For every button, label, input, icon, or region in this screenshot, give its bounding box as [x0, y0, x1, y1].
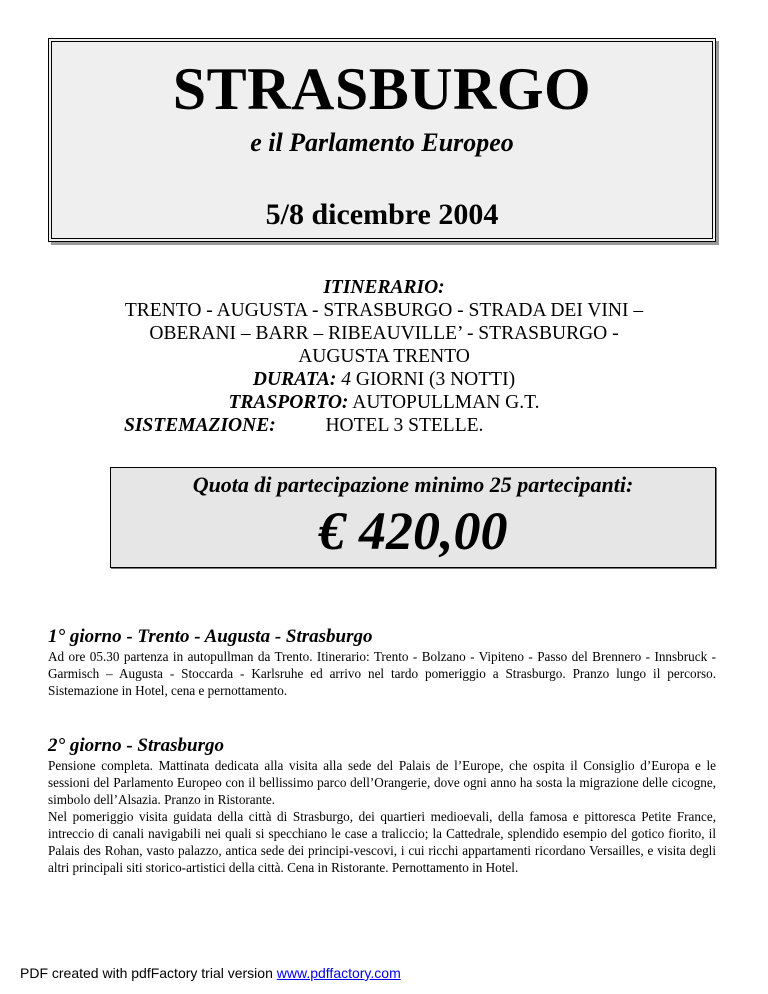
day-2-text-2: Nel pomeriggio visita guidata della città di Strasburgo, dei quartieri medioevali, della famosa e pittoresca Petite France, intreccio di canali navigabili nei quali si specchiano le case a traliccio; la Cattedrale, splendido esempio del gotico fiorito, il Palais des Rohan, vasto palazzo, antica sede dei principi-vescovi, i cui ricchi appartamenti ricordano Versailles, e visita degli altri principali siti storico-artistici della città. Cena in Ristorante. Pernottamento in Hotel. — [48, 809, 716, 875]
transport-line — [20, 391, 748, 414]
accommodation-label: SISTEMAZIONE: — [124, 415, 276, 436]
duration-label: DURATA: — [252, 369, 337, 390]
route-line-1: TRENTO - AUGUSTA - STRASBURGO - STRADA DEI VINI – — [124, 300, 644, 321]
footer-link[interactable]: www.pdffactory.com — [276, 965, 401, 981]
price-box — [110, 467, 716, 568]
day-2-text-1: Pensione completa. Mattinata dedicata alla visita alla sede del Palais de l’Europe, che ospita il Consiglio d’Europa e le sessioni del Parlamento Europeo con il bellissimo parco dell’Orangerie, dove ogni anno ha sosta la migrazione delle cicogne, simbolo dell’Alsazia. Pranzo in Ristorante. — [48, 758, 716, 807]
accommodation-value: HOTEL 3 STELLE. — [325, 415, 484, 436]
day-1-section — [48, 626, 716, 699]
itinerary-section — [20, 276, 748, 437]
duration-number: 4 — [341, 369, 351, 390]
pdf-footer — [20, 965, 401, 981]
day-1-text: Ad ore 05.30 partenza in autopullman da Trento. Itinerario: Trento - Bolzano - Vipiteno - Passo del Brennero - Innsbruck - Garmisch – Augusta - Stoccarda - Karlsruhe ed arrivo nel tardo pomeriggio a Strasburgo. Pranzo lungo il percorso. Sistemazione in Hotel, cena e pernottamento. — [48, 649, 716, 698]
trip-dates: 5/8 dicembre 2004 — [265, 198, 499, 231]
price-amount: € 420,00 — [318, 501, 508, 561]
duration-value: GIORNI (3 NOTTI) — [355, 369, 516, 390]
participation-fee-label: Quota di partecipazione minimo 25 partecipanti: — [192, 472, 634, 497]
day-2-title: 2° giorno - Strasburgo — [48, 735, 225, 756]
transport-value: AUTOPULLMAN G.T. — [352, 392, 540, 413]
day-1-title: 1° giorno - Trento - Augusta - Strasburgo — [48, 626, 373, 647]
route-line-2: OBERANI – BARR – RIBEAUVILLE’ - STRASBURGO - — [149, 323, 619, 344]
footer-text: PDF created with pdfFactory trial version — [20, 965, 277, 981]
title-box — [48, 38, 716, 242]
document-subtitle: e il Parlamento Europeo — [250, 128, 514, 157]
day-2-section — [48, 735, 716, 876]
transport-label: TRASPORTO: — [228, 392, 349, 413]
duration-line — [20, 368, 748, 391]
accommodation-line — [20, 414, 748, 437]
itinerary-heading: ITINERARIO: — [323, 277, 445, 298]
route-line-3: AUGUSTA TRENTO — [298, 346, 470, 367]
document-title: STRASBURGO — [172, 56, 592, 122]
